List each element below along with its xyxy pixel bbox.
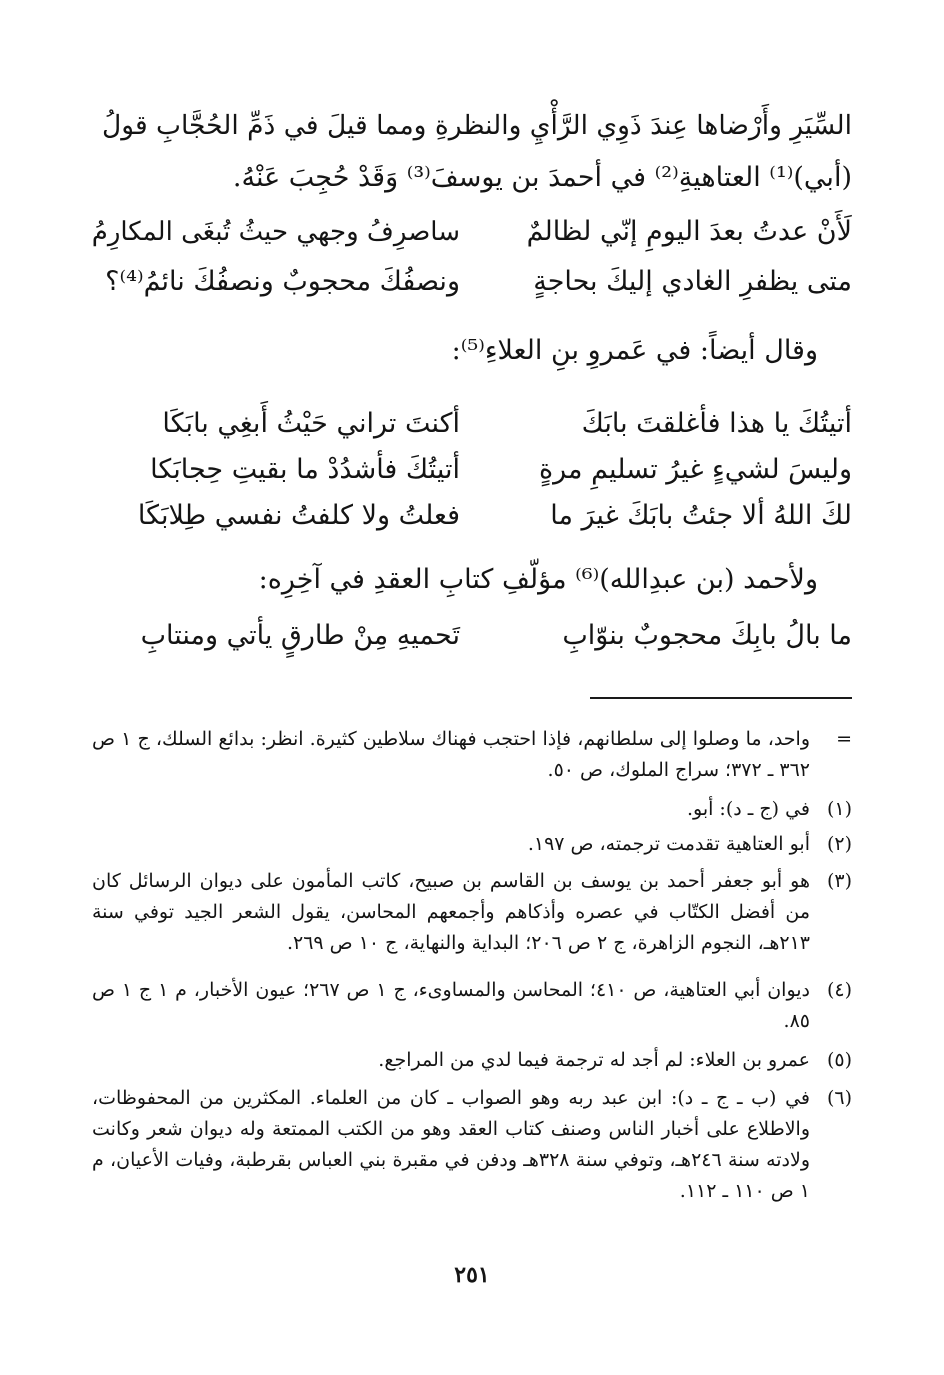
verse-second-hemistich: ساصرِفُ وجهي حيثُ تُبغَى المكارِمُ (91, 217, 460, 247)
footnote-marker: (١) (826, 798, 852, 820)
footnote-text: أبو العتاهية تقدمت ترجمته، ص ١٩٧. (527, 833, 810, 855)
verse-first-hemistich: ما بالُ بابِكَ محجوبٌ بنوّابِ (562, 620, 852, 651)
footnote-text: عمرو بن العلاء: لم أجد له ترجمة فيما لدي من المراجع. (378, 1049, 810, 1071)
footnote-text: ديوان أبي العتاهية، ص ٤١٠؛ المحاسن والمساوىء، ج ١ ص ٢٦٧؛ عيون الأخبار، م ١ ج ١ ص ٨٥. (92, 979, 811, 1032)
footnote-text: هو أبو جعفر أحمد بن يوسف بن القاسم بن صبيح، كاتب المأمون على ديوان الرسائل كان من أفضل الكتّاب في عصره وأذكاهم وأجمعهم المحاسن، يقول الشعر الجيد توفي سنة ٢١٣هـ، النجوم الزاهرة، ج ٢ ص ٢٠٦؛ البداية والنهاية، ج ١٠ ص ٢٦٩. (92, 870, 810, 954)
verse-second-hemistich: فعلتُ ولا كلفتُ نفسي طِلابَكَا (137, 500, 460, 531)
footnote-text: في (ب ـ ج ـ د): ابن عبد ربه وهو الصواب ـ كان من العلماء. المكثرين من المحفوظات، والاطلاع على أخبار الناس وصنف كتاب العقد وهو من الكتب الممتعة وله ديوان شعر وكانت ولادته سنة ٢٤٦هـ، وتوفي سنة ٣٢٨هـ ودفن في مقبرة بني العباس بقرطبة، وفيات الأعيان، م ١ ص ١١٠ ـ ١١٢. (92, 1087, 811, 1202)
poem3-intro: ولأحمد (بن عبدِالله)⁽⁶⁾ مؤلّفِ كتابِ العقدِ في آخِرِه: (258, 564, 818, 595)
prose-line: (أبي)⁽¹⁾ العتاهيةِ⁽²⁾ في أحمدَ بن يوسفَ⁽³⁾ وَقَدْ حُجِبَ عَنْهُ. (232, 162, 852, 193)
verse-second-hemistich: أتيتُكَ فأشدُدْ ما بقيتِ حِجابَكا (150, 454, 460, 485)
footnote-6 (92, 1083, 852, 1207)
poem1-verse-2 (92, 258, 852, 306)
footnote-marker: (٤) (826, 979, 852, 1001)
verse-second-hemistich: أكنتَ تراني حَيْثُ أَبغِي بابَكَا (162, 408, 460, 439)
poem1-verse-1 (92, 208, 852, 256)
verse-first-hemistich: لَأَنْ عدتُ بعدَ اليومِ إنّي لظالمٌ (526, 216, 852, 247)
poem2-verse-1 (92, 400, 852, 448)
footnote-marker: (٢) (826, 833, 852, 855)
verse-first-hemistich: أتيتُكَ يا هذا فأغلقتَ بابَكَ (581, 408, 852, 439)
prose-line: السِّيَرِ وأَرْضاها عِندَ ذَوِي الرَّأْيِ والنظرةِ ومما قيلَ في ذَمِّ الحُجَّابِ قولُ (102, 110, 852, 141)
poem2-verse-3 (92, 492, 852, 540)
footnote-text: في (ج ـ د): أبو. (686, 798, 810, 820)
footnote-4 (92, 975, 852, 1037)
footnote-marker: = (836, 728, 852, 750)
footnote-1 (92, 794, 852, 825)
page-number: ٢٥١ (454, 1262, 490, 1288)
verse-second-hemistich: تَحميهِ مِنْ طارقٍ يأتي ومنتابِ (140, 620, 460, 651)
footnote-continuation (92, 724, 852, 786)
footnote-separator (590, 697, 852, 699)
poem3-verse-1 (92, 612, 852, 660)
footnote-text: واحد، ما وصلوا إلى سلطانهم، فإذا احتجب فهناك سلاطين كثيرة. انظر: بدائع السلك، ج ١ ص ٣٦٢ ـ ٣٧٢؛ سراج الملوك، ص ٥٠. (92, 728, 811, 781)
footnote-3 (92, 866, 852, 959)
verse-first-hemistich: متى يظفرِ الغادي إليكَ بحاجةٍ (533, 266, 852, 297)
footnote-marker: (٦) (826, 1087, 852, 1109)
poem2-intro: وقال أيضاً: في عَمروِ بنِ العلاءِ⁽⁵⁾: (451, 335, 818, 366)
verse-first-hemistich: وليسَ لشيءٍ غيرُ تسليمِ مرةٍ (538, 454, 852, 485)
verse-second-hemistich: ونصفُكَ محجوبٌ ونصفُكَ نائمُ⁽⁴⁾؟ (105, 266, 460, 297)
footnote-5 (92, 1045, 852, 1076)
verse-first-hemistich: لكَ اللهُ ألا جئتُ بابَكَ غيرَ ما (550, 500, 852, 531)
footnote-marker: (٣) (826, 870, 852, 892)
poem2-verse-2 (92, 446, 852, 494)
footnote-2 (92, 829, 852, 860)
prose-paragraph-1 (92, 100, 852, 204)
footnote-marker: (٥) (826, 1049, 852, 1071)
